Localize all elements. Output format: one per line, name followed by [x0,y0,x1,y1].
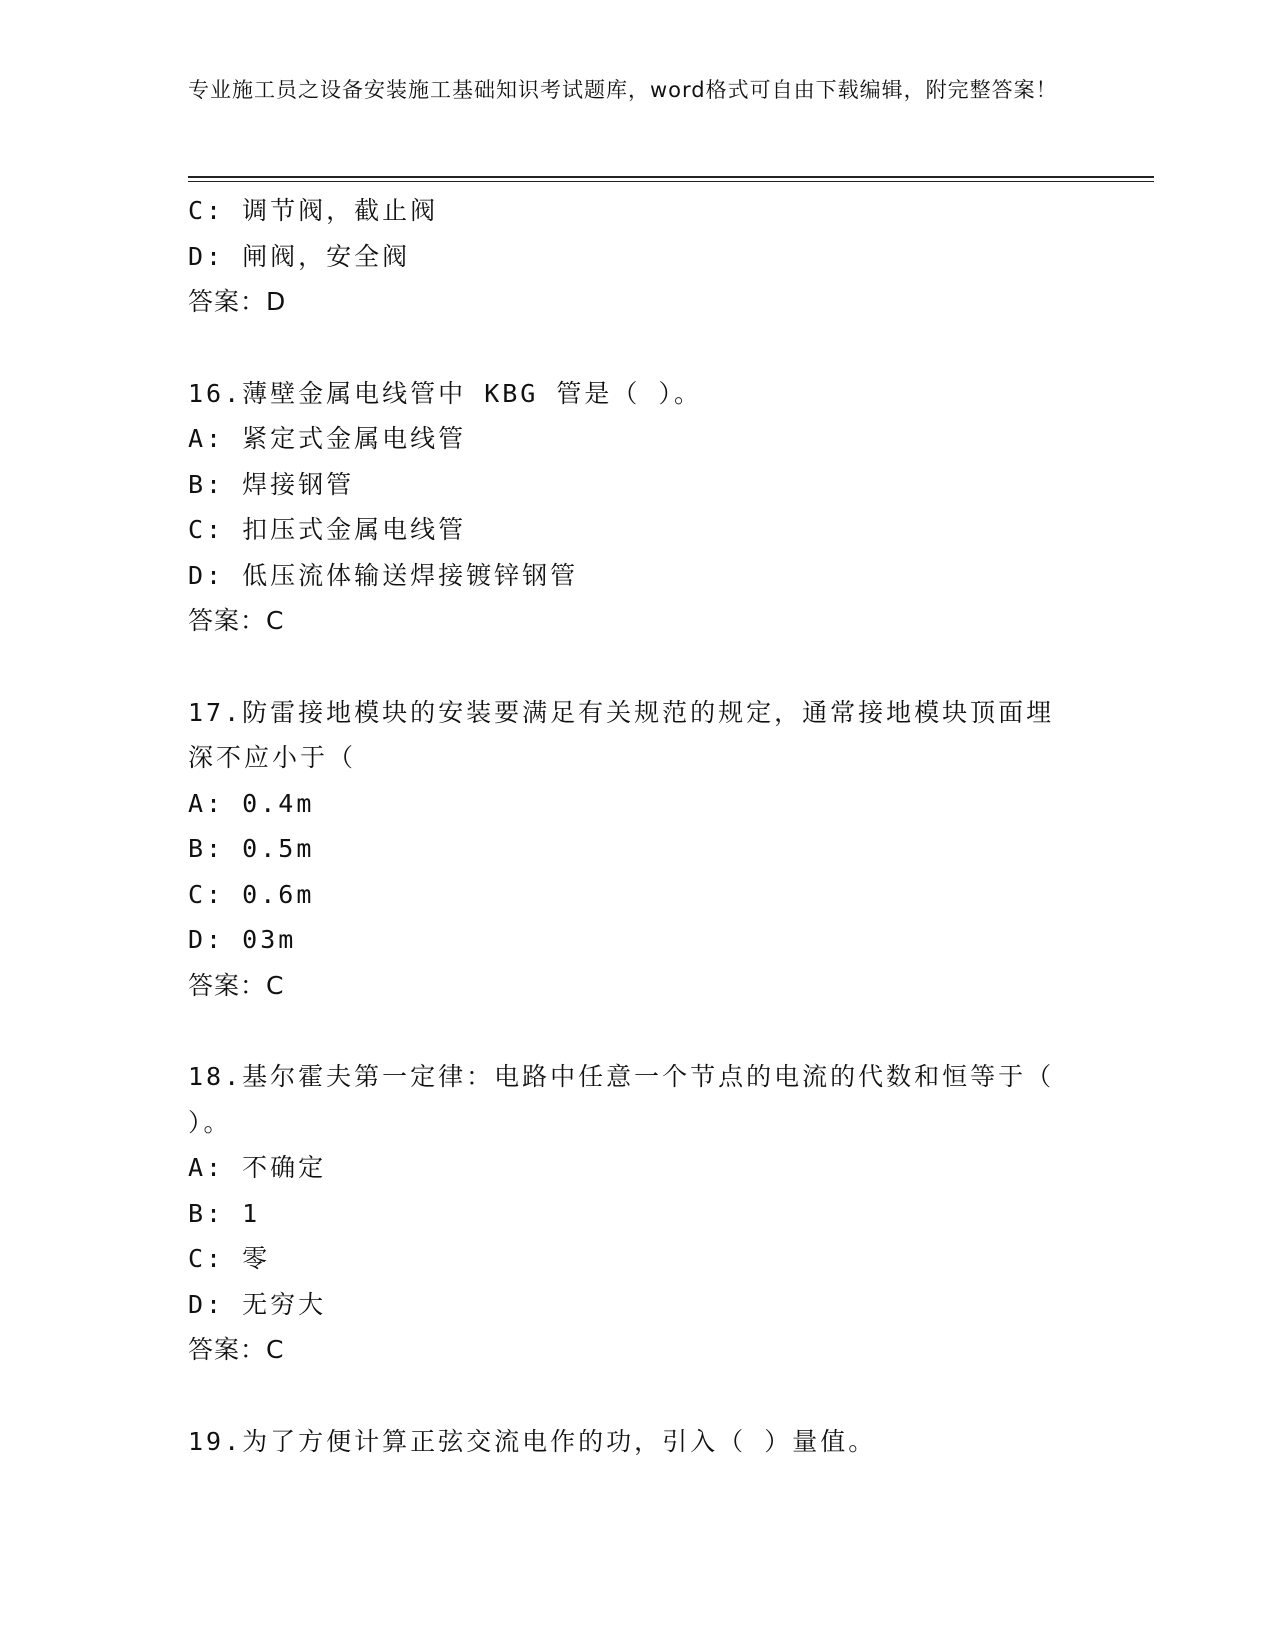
option-b [188,1191,1088,1237]
option-label: A: [188,1153,225,1182]
option-d [188,553,1088,599]
option-d [188,1282,1088,1328]
question-19 [188,1419,1088,1465]
question-list [188,188,1088,1464]
option-text: 零 [242,1244,271,1273]
option-c [188,188,1088,234]
option-text: 1 [242,1198,261,1228]
option-text: 0.4m [242,788,315,818]
option-label: D: [188,925,225,954]
question-17 [188,690,1088,1009]
question-16 [188,371,1088,644]
option-label: C: [188,1244,225,1273]
question-18 [188,1054,1088,1373]
option-label: C: [188,879,225,909]
option-text: 不确定 [242,1153,327,1182]
option-label: A: [188,788,225,818]
question-stem: 19.为了方便计算正弦交流电作的功，引入（ ）量值。 [188,1426,877,1456]
question-stem: 16.薄壁金属电线管中 KBG 管是（ ）。 [188,378,702,408]
option-label: B: [188,1198,225,1228]
answer: 答案：C [188,1335,285,1364]
option-d [188,234,1088,280]
option-c [188,1236,1088,1282]
option-a [188,416,1088,462]
option-label: A: [188,424,225,453]
option-label: D: [188,1289,225,1319]
option-c [188,507,1088,553]
option-label: C: [188,196,225,225]
option-text: 0.5m [242,834,315,863]
option-text: 03m [242,925,297,954]
option-a [188,1145,1088,1191]
option-label: D: [188,560,225,590]
option-text: 低压流体输送焊接镀锌钢管 [242,560,579,590]
option-text: 扣压式金属电线管 [242,515,467,544]
previous-question-tail [188,188,1088,325]
option-text: 焊接钢管 [242,469,355,499]
option-c [188,872,1088,918]
option-text: 无穷大 [242,1289,327,1319]
answer: 答案：C [188,970,285,1000]
option-label: B: [188,469,225,499]
option-text: 调节阀，截止阀 [242,196,439,225]
option-text: 闸阀，安全阀 [242,241,411,271]
option-label: B: [188,834,225,863]
option-d [188,917,1088,963]
option-label: C: [188,515,225,544]
option-a [188,781,1088,827]
question-stem: 18.基尔霍夫第一定律：电路中任意一个节点的电流的代数和恒等于（ ）。 [188,1062,1055,1137]
option-b [188,462,1088,508]
answer: 答案：C [188,606,285,635]
question-stem: 17.防雷接地模块的安装要满足有关规范的规定，通常接地模块顶面埋深不应小于（ [188,697,1055,772]
page-header [188,74,1068,107]
option-label: D: [188,241,225,271]
header-divider [188,176,1154,182]
option-text: 紧定式金属电线管 [242,424,467,453]
option-text: 0.6m [242,879,315,909]
option-b [188,826,1088,872]
answer: 答案：D [188,287,287,316]
document-title: 专业施工员之设备安装施工基础知识考试题库，word格式可自由下载编辑，附完整答案！ [188,78,1058,102]
